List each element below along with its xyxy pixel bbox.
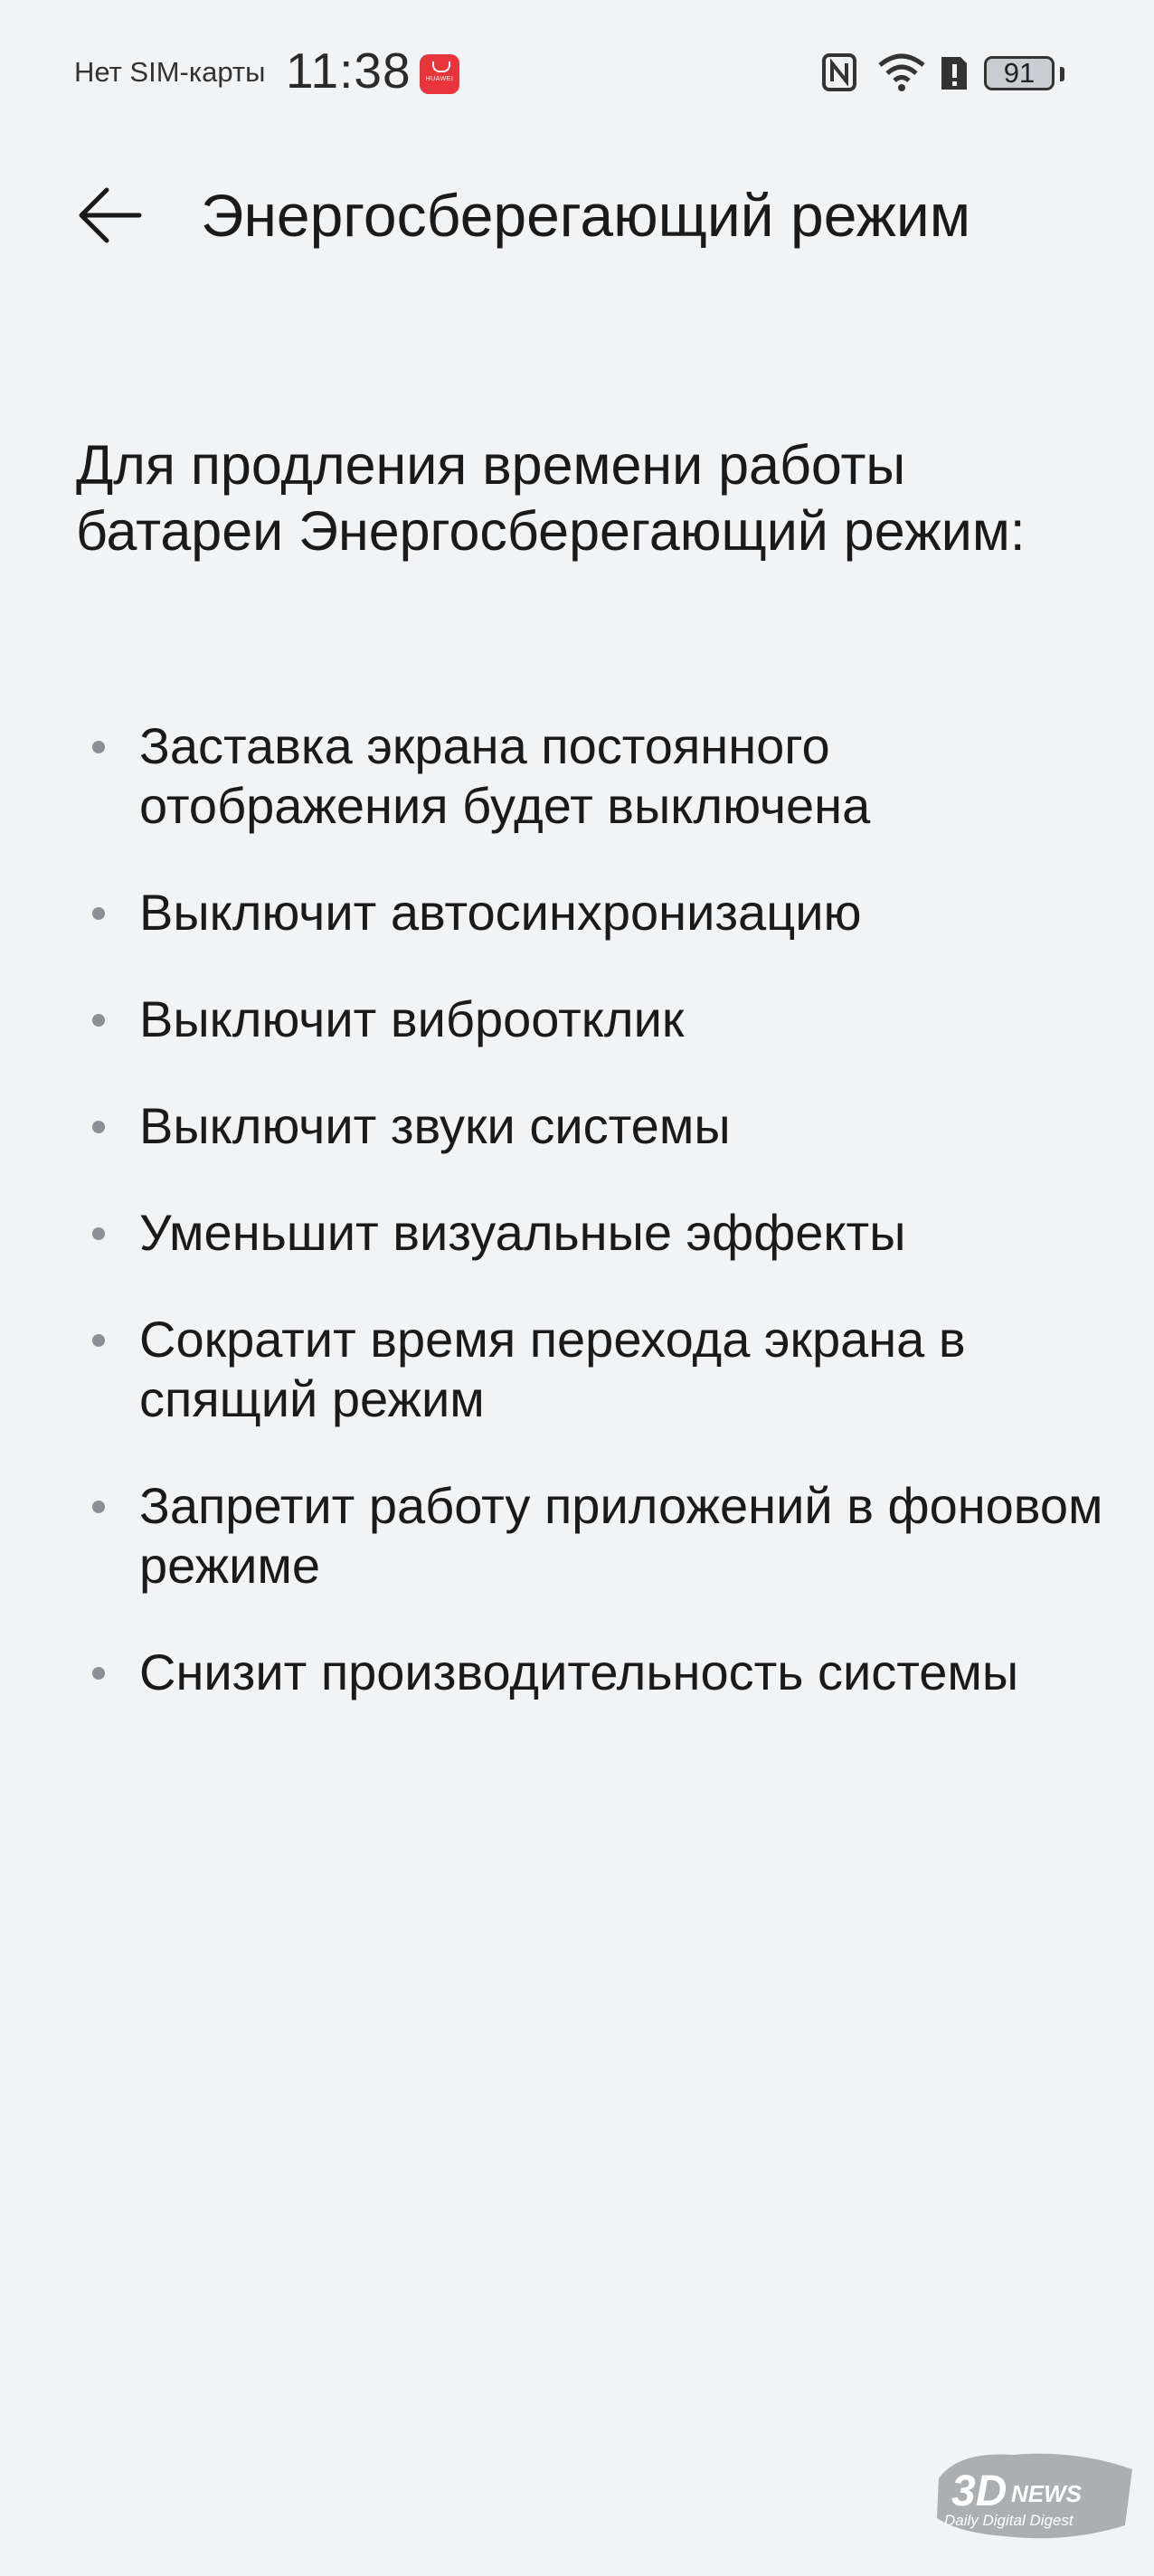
sim-alert-icon [939,54,970,92]
clock: 11:38 [286,43,411,99]
list-item-text: Заставка экрана постоянного отображения будет выключена [139,717,871,834]
battery-level: 91 [1003,57,1036,89]
list-item-text: Выключит звуки системы [139,1097,731,1154]
list-item-text: Сократит время перехода экрана в спящий режим [139,1311,966,1427]
battery-indicator [984,56,1055,90]
app-badge-label: HUAWEI [425,76,454,82]
list-item-text: Выключит автосинхронизацию [139,884,862,941]
list-item [76,1476,1107,1596]
carrier-status: Нет SIM-карты [74,56,266,88]
list-item-text: Запретит работу приложений в фоновом режиме [139,1477,1103,1594]
nfc-icon [821,52,857,92]
list-item [76,883,1107,942]
feature-list [76,716,1107,1749]
bullet-icon [92,1227,105,1240]
svg-text:3D: 3D [951,2467,1007,2515]
bullet-icon [92,907,105,920]
bullet-icon [92,741,105,753]
list-item [76,1096,1107,1156]
list-item-text: Снизит производительность системы [139,1643,1019,1700]
huawei-appgallery-icon [420,54,459,94]
list-item-text: Уменьшит визуальные эффекты [139,1204,906,1261]
svg-text:NEWS: NEWS [1011,2480,1082,2507]
bullet-icon [92,1667,105,1680]
app-header [0,154,1154,280]
list-item [76,1643,1107,1702]
list-item [76,1310,1107,1429]
list-item [76,716,1107,836]
list-item-text: Выключит виброотклик [139,990,685,1047]
bullet-icon [92,1121,105,1133]
list-item [76,990,1107,1049]
bullet-icon [92,1501,105,1513]
list-item [76,1203,1107,1263]
wifi-icon [877,52,926,92]
status-bar [0,0,1154,145]
svg-text:Daily Digital Digest: Daily Digital Digest [944,2512,1074,2529]
intro-text: Для продления времени работы батареи Энергосберегающий режим: [76,434,1026,562]
battery-tip [1060,67,1064,81]
bullet-icon [92,1014,105,1027]
3dnews-logo [932,2442,1140,2551]
bullet-icon [92,1334,105,1347]
page-title: Энергосберегающий режим [201,182,971,249]
back-arrow-icon[interactable] [74,179,156,251]
